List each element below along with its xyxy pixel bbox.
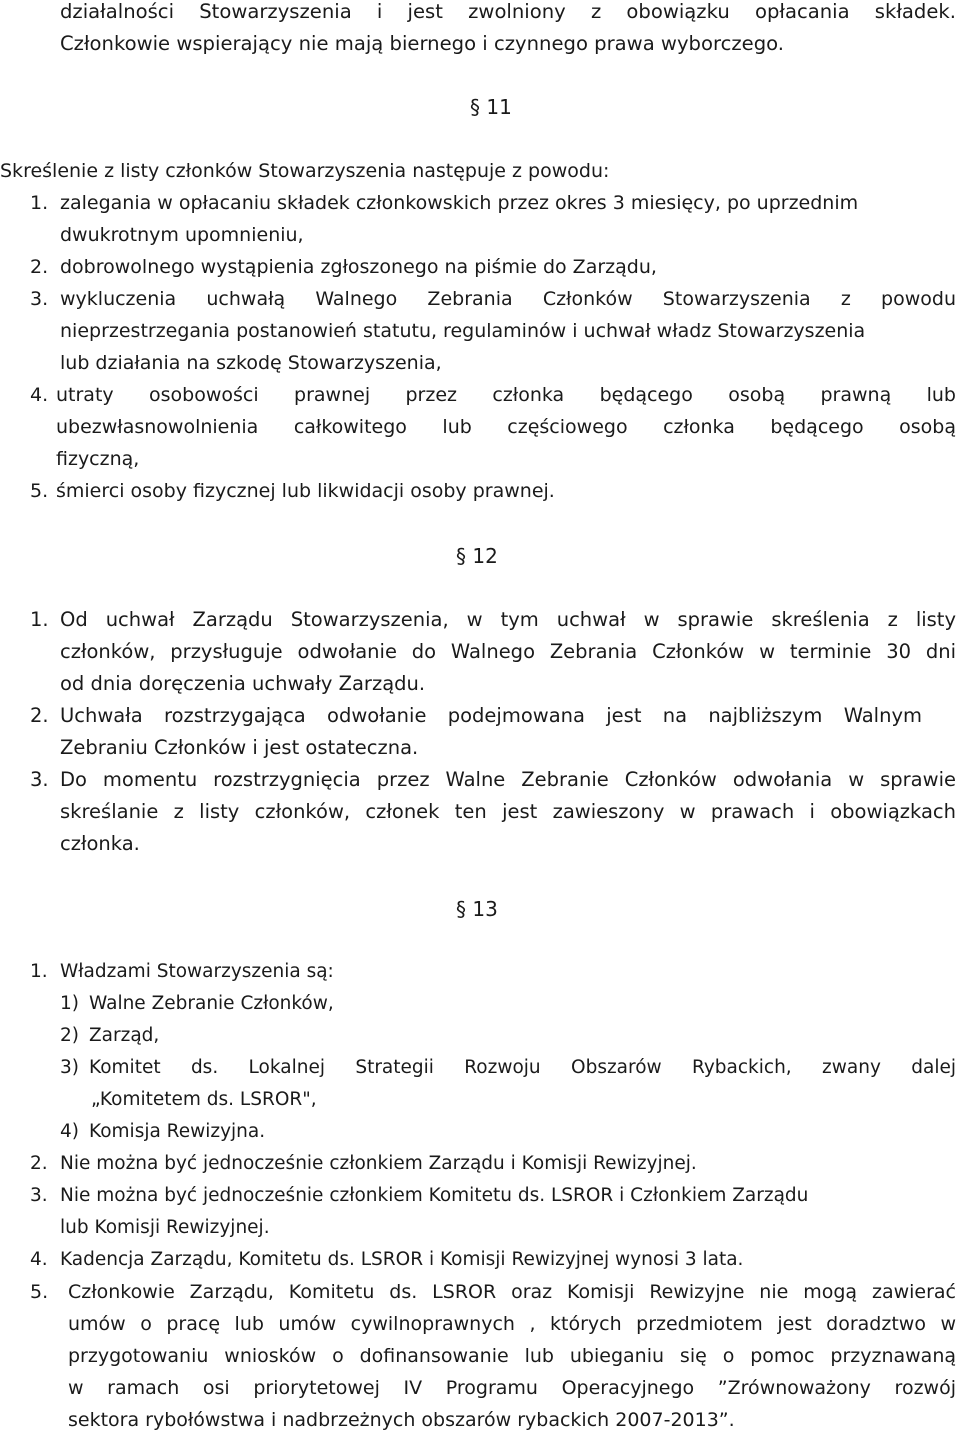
list-item-line: przygotowaniu wniosków o dofinansowanie lub ubieganiu się o pomoc przyznawaną [68,1345,956,1367]
list-item-line: umów o pracę lub umów cywilnoprawnych , których przedmiotem jest doradztwo w [68,1313,956,1335]
list-item-number: 1. [30,961,48,982]
list-item-number: 2. [30,1153,48,1174]
list-item-line: od dnia doręczenia uchwały Zarządu. [60,672,426,695]
list-item [30,475,956,507]
section-11-lead [0,155,900,187]
list-item [30,956,956,988]
list-item-line: nieprzestrzegania postanowień statutu, regulaminów i uchwał władz Stowarzyszenia [60,320,866,342]
list-item-line: sektora rybołówstwa i nadbrzeżnych obszarów rybackich 2007-2013”. [68,1409,735,1431]
list-item-number: 3. [30,288,49,310]
list-item-line: dwukrotnym upomnieniu, [60,224,304,246]
list-item-line: fizyczną, [56,448,140,470]
section-heading-12: § 12 [456,544,498,568]
list-item-line: Członkowie Zarządu, Komitetu ds. LSROR oraz Komisji Rewizyjne nie mogą zawierać [68,1281,956,1303]
sub-list-item-line: Walne Zebranie Członków, [89,993,334,1014]
list-item-line: utraty osobowości prawnej przez członka będącego osobą prawną lub [56,384,956,406]
list-item-line: wykluczenia uchwałą Walnego Zebrania Członków Stowarzyszenia z powodu [60,288,956,310]
list-item-line: zalegania w opłacaniu składek członkowskich przez okres 3 miesięcy, po uprzednim [60,192,859,214]
list-item [30,604,956,700]
list-item-line: Uchwała rozstrzygająca odwołanie podejmowana jest na najbliższym Walnym [60,704,922,727]
sub-list-item-number: 3) [60,1057,79,1078]
list-item-number: 2. [30,256,49,278]
sub-list-item-line: Komisja Rewizyjna. [89,1121,266,1142]
list-item-line: ubezwłasnowolnienia całkowitego lub częściowego członka będącego osobą [56,416,956,438]
list-item-number: 5. [30,1281,49,1303]
sub-list-item-line: Zarząd, [89,1025,160,1046]
list-item-line: Nie można być jednocześnie członkiem Komitetu ds. LSROR i Członkiem Zarządu [60,1185,809,1206]
list-item-line: w ramach osi priorytetowej IV Programu Operacyjnego ”Zrównoważony rozwój [68,1377,956,1399]
list-item [30,1180,956,1244]
list-item-line: lub działania na szkodę Stowarzyszenia, [60,352,442,374]
list-item-number: 2. [30,704,49,727]
sub-list-item [60,1116,956,1148]
list-item [30,764,956,860]
sub-list-item-line: „Komitetem ds. LSROR", [91,1089,317,1110]
list-item-number: 1. [30,192,49,214]
list-item-line: Nie można być jednocześnie członkiem Zarządu i Komisji Rewizyjnej. [60,1153,697,1174]
sub-list-item-number: 1) [60,993,79,1014]
list-item [30,1276,956,1436]
list-item-line: śmierci osoby fizycznej lub likwidacji osoby prawnej. [56,480,555,502]
list-item [30,187,956,251]
intro-paragraph [60,0,956,60]
list-item [30,1244,956,1276]
list-item-number: 4. [30,1249,48,1270]
list-item-line: Do momentu rozstrzygnięcia przez Walne Zebranie Członków odwołania w sprawie [60,768,956,791]
list-item [30,700,926,764]
list-item-line: skreślanie z listy członków, członek ten jest zawieszony w prawach i obowiązkach [60,800,956,823]
sub-list-item [60,1052,956,1116]
sub-list-item-line: Komitet ds. Lokalnej Strategii Rozwoju Obszarów Rybackich, zwany dalej [89,1057,956,1078]
section-heading-11: § 11 [470,95,512,119]
sub-list-item-number: 2) [60,1025,79,1046]
sub-list-item [60,988,956,1020]
sub-list-item-number: 4) [60,1121,79,1142]
list-item-number: 3. [30,1185,48,1206]
list-item [30,379,956,475]
list-item-line: Od uchwał Zarządu Stowarzyszenia, w tym uchwał w sprawie skreślenia z listy [60,608,956,631]
list-item-line: Kadencja Zarządu, Komitetu ds. LSROR i Komisji Rewizyjnej wynosi 3 lata. [60,1249,744,1270]
list-item [30,1148,956,1180]
list-item-number: 3. [30,768,49,791]
list-item-line: Władzami Stowarzyszenia są: [60,961,334,982]
list-item [30,251,956,283]
list-item-line: lub Komisji Rewizyjnej. [60,1217,270,1238]
section-heading-13: § 13 [456,897,498,921]
list-item-number: 4. [30,384,49,406]
list-item-line: członka. [60,832,140,855]
list-item-line: członków, przysługuje odwołanie do Walnego Zebrania Członków w terminie 30 dni [60,640,956,663]
list-item-line: dobrowolnego wystąpienia zgłoszonego na piśmie do Zarządu, [60,256,657,278]
list-item-number: 1. [30,608,49,631]
list-item-line: Zebraniu Członków i jest ostateczna. [60,736,419,759]
list-item [30,283,956,379]
list-item-number: 5. [30,480,49,502]
intro-line: Członkowie wspierający nie mają biernego i czynnego prawa wyborczego. [60,32,785,55]
intro-line: działalności Stowarzyszenia i jest zwolniony z obowiązku opłacania składek. [60,0,956,23]
lead-text: Skreślenie z listy członków Stowarzyszenia następuje z powodu: [0,160,610,182]
sub-list-item [60,1020,956,1052]
